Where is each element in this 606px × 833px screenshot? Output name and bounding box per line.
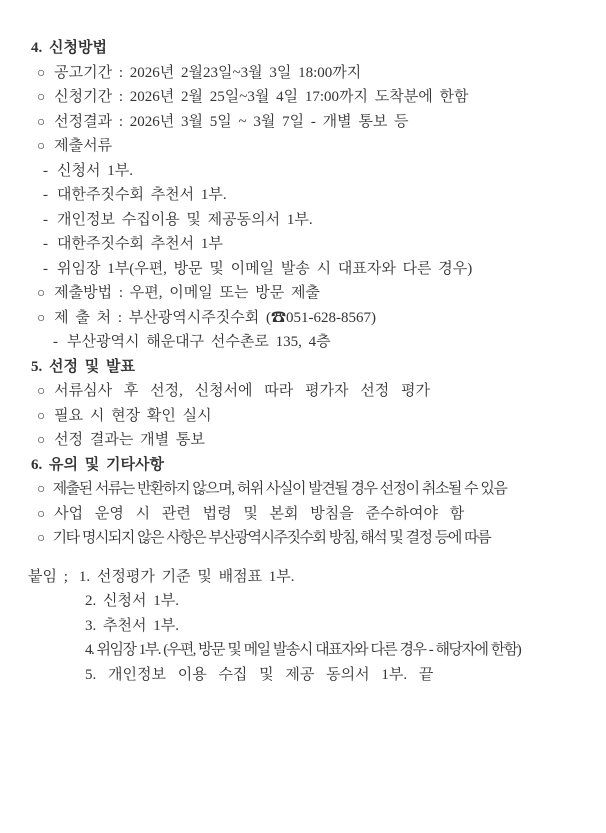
list-item-text: 부산광역시 해운대구 선수촌로 135, 4층	[67, 334, 331, 350]
list-item	[0, 183, 606, 208]
circle-bullet: ○	[37, 481, 44, 496]
list-item	[0, 61, 606, 86]
list-item	[0, 404, 606, 429]
list-item	[0, 257, 606, 282]
attachment-item: 1. 선정평가 기준 및 배점표 1부.	[78, 568, 295, 585]
list-item-text: 신청서 1부.	[57, 162, 133, 179]
attachment-label: 붙임 ;	[28, 568, 68, 585]
list-item	[0, 110, 606, 135]
list-item	[0, 85, 606, 110]
dash-bullet: -	[43, 236, 48, 252]
list-item-text: 제출방법 : 우편, 이메일 또는 방문 제출	[54, 285, 320, 301]
list-item	[0, 281, 606, 306]
list-item-text: 위임장 1부(우편, 방문 및 이메일 발송 시 대표자와 다른 경우)	[57, 260, 473, 277]
attachment-item: 4. 위임장 1부. (우편, 방문 및 메일 발송시 대표자와 다른 경우 - 해당자에 한함)	[85, 642, 521, 658]
circle-bullet: ○	[37, 407, 46, 423]
list-item	[0, 232, 606, 257]
list-item	[0, 379, 606, 404]
list-item	[0, 477, 606, 502]
dash-bullet: -	[43, 260, 48, 277]
list-item-text: 제출된 서류는 반환하지 않으며, 허위 사실이 발견될 경우 선정이 취소될 수 있음	[52, 481, 507, 497]
list-item-text: 사업 운영 시 관련 법령 및 본회 방침을 준수하여야 함	[54, 505, 465, 522]
dash-bullet: -	[53, 334, 58, 350]
dash-bullet: -	[43, 187, 48, 203]
list-item-text: 신청기간 : 2026년 2월 25일~3월 4일 17:00까지 도착분에 한함	[54, 89, 469, 105]
list-item-address	[0, 330, 606, 355]
list-item-text: 개인정보 수집이용 및 제공동의서 1부.	[57, 211, 313, 228]
circle-bullet: ○	[37, 113, 46, 129]
phone-icon: ☎	[270, 309, 286, 326]
list-item-text: 대한주짓수회 추천서 1부.	[57, 187, 227, 203]
circle-bullet: ○	[37, 505, 46, 521]
circle-bullet: ○	[37, 383, 46, 398]
list-item	[0, 526, 606, 551]
list-item	[0, 159, 606, 184]
circle-bullet: ○	[37, 432, 46, 447]
list-item-text: 선정결과 : 2026년 3월 5일 ~ 3월 7일 - 개별 통보 등	[54, 113, 409, 130]
circle-bullet: ○	[37, 89, 46, 104]
list-item-text: 공고기간 : 2026년 2월23일~3월 3일 18:00까지	[54, 64, 362, 81]
attachment-item: 5. 개인정보 이용 수집 및 제공 동의서 1부. 끝	[85, 666, 434, 683]
list-item	[0, 502, 606, 527]
list-item-text: 대한주짓수회 추천서 1부	[57, 236, 223, 252]
circle-bullet: ○	[37, 138, 46, 153]
circle-bullet: ○	[37, 309, 46, 325]
attachment-item: 2. 신청서 1부.	[85, 593, 179, 609]
list-item	[0, 134, 606, 159]
phone-number: 051-628-8567)	[285, 309, 376, 326]
list-item-text: 선정 결과는 개별 통보	[54, 432, 205, 448]
list-item-text: 제 출 처 : 부산광역시주짓수회 (	[54, 309, 271, 326]
list-item	[0, 208, 606, 233]
section-heading-4: 4. 신청방법	[31, 40, 107, 56]
attachment-row	[0, 565, 606, 590]
list-item-text: 서류심사 후 선정, 신청서에 따라 평가자 선정 평가	[54, 383, 430, 399]
dash-bullet: -	[43, 211, 48, 228]
attachment-item: 3. 추천서 1부.	[85, 617, 179, 634]
circle-bullet: ○	[37, 64, 46, 80]
attachment-section	[0, 565, 606, 688]
dash-bullet: -	[43, 162, 48, 179]
list-item-text: 기타 명시되지 않은 사항은 부산광역시주짓수회 방침, 해석 및 결정 등에 따름	[52, 530, 491, 546]
section-heading-5: 5. 선정 및 발표	[31, 358, 135, 375]
list-item-text: 제출서류	[54, 138, 113, 154]
circle-bullet: ○	[37, 285, 46, 300]
list-item-text: 필요 시 현장 확인 실시	[54, 407, 212, 424]
circle-bullet: ○	[37, 530, 44, 545]
list-item	[0, 428, 606, 453]
section-heading-6: 6. 유의 및 기타사항	[31, 456, 164, 473]
list-item-contact	[0, 306, 606, 331]
